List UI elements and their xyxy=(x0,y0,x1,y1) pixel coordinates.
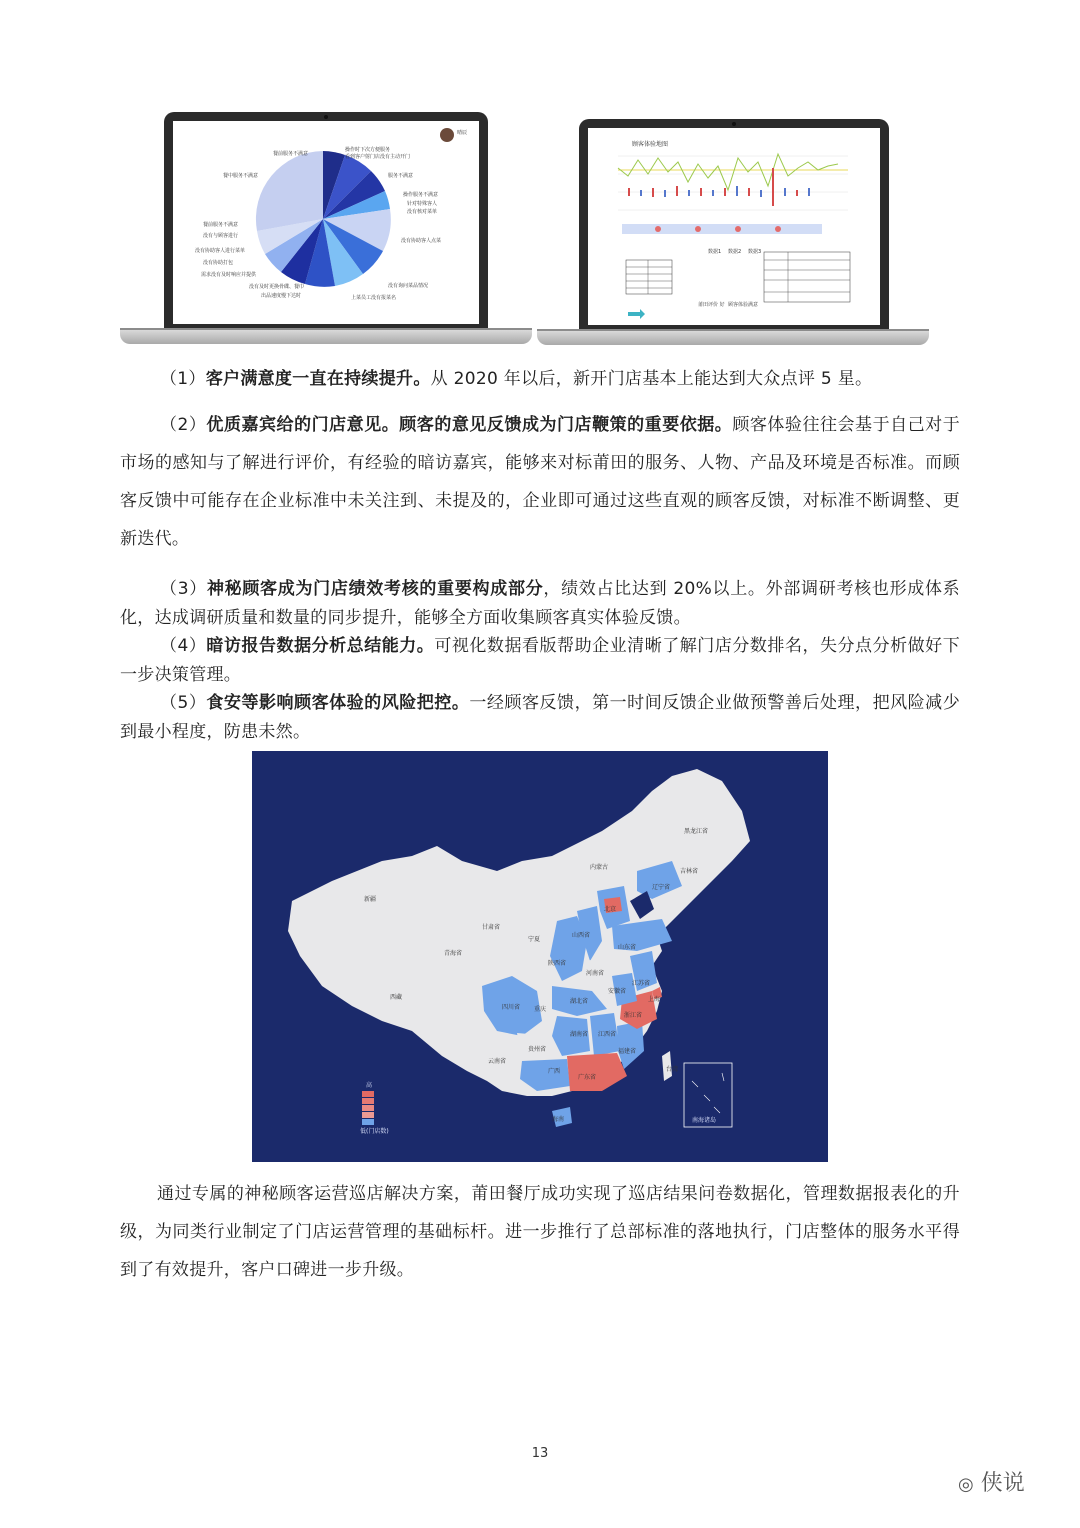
legend-low: 低(门店数) xyxy=(360,1128,389,1135)
province-guangdong xyxy=(567,1053,627,1091)
experience-map-chart xyxy=(588,128,880,325)
map-label: 宁夏 xyxy=(528,936,541,943)
legend-high: 高 xyxy=(366,1082,373,1089)
map-label: 山东省 xyxy=(618,944,637,951)
map-label: 陕西省 xyxy=(548,960,567,967)
map-landmass xyxy=(288,769,750,1096)
laptop-right xyxy=(537,119,929,346)
pie-label: 出品速度慢下达时 xyxy=(261,293,302,299)
pie-label: 没有询问菜品情况 xyxy=(388,283,429,289)
paragraph-4: （4）暗访报告数据分析总结能力。可视化数据看版帮助企业清晰了解门店分数排名，失分点分析做好下一步决策管理。 xyxy=(120,636,961,685)
map-label: 贵州省 xyxy=(528,1046,547,1053)
map-label: 上海 xyxy=(648,996,661,1003)
map-label: 河南省 xyxy=(586,970,605,977)
paragraph-6: 通过专属的神秘顾客运营巡店解决方案，莆田餐厅成功实现了巡店结果问卷数据化，管理数据报表化的升级，为同类行业制定了门店运营管理的基础标杆。进一步推行了总部标准的落地执行，门店整体的服务水平得到了有效提升，客户口碑进一步升级。 xyxy=(120,1184,960,1280)
map-label: 重庆 xyxy=(534,1006,547,1013)
data-table-right xyxy=(764,252,850,302)
laptop-left xyxy=(120,112,532,346)
data-table-left xyxy=(626,260,672,294)
map-label: 山西省 xyxy=(572,932,591,939)
dashboard-footer: 莆田评价 好 xyxy=(698,302,725,308)
pie-label: 操作服务不满意 xyxy=(403,192,439,198)
avatar-icon xyxy=(440,128,454,142)
laptop-base xyxy=(120,328,532,344)
map-label: 南海诸岛 xyxy=(692,1117,717,1124)
dashboard-footer: 顾客体验满意 xyxy=(728,302,759,308)
watermark-text: 侠说 xyxy=(980,1471,1025,1496)
map-label: 安徽省 xyxy=(608,988,627,995)
map-label: 江苏省 xyxy=(632,980,651,987)
legend-swatch xyxy=(362,1098,374,1104)
map-label: 广西 xyxy=(548,1068,561,1075)
pie-label: 服务不满意 xyxy=(388,173,414,179)
map-label: 湖南省 xyxy=(570,1031,589,1038)
legend-item: 数据2 xyxy=(728,249,742,255)
wechat-icon: ◎ xyxy=(958,1474,974,1495)
pie-label: 没有及时更换骨碟、餐巾 xyxy=(249,284,305,290)
pie-label: 餐前服务不满意 xyxy=(203,222,239,228)
legend-swatch xyxy=(362,1119,374,1125)
paragraph-1: （1）客户满意度一直在持续提升。从 2020 年以后，新开门店基本上能达到大众点评 5 星。 xyxy=(160,369,873,389)
pie-chart xyxy=(173,121,479,324)
paragraph-3: （3）神秘顾客成为门店绩效考核的重要构成部分，绩效占比达到 20%以上。外部调研考核也形成体系化，达成调研质量和数量的同步提升，能够全方面收集顾客真实体验反馈。 xyxy=(120,579,960,628)
laptop-base xyxy=(537,329,929,345)
watermark xyxy=(958,1466,1025,1497)
map-label: 甘肃省 xyxy=(482,924,501,931)
pie-slice xyxy=(256,151,323,231)
pie-label: 看到客户射门店没有主动开门 xyxy=(345,154,411,160)
legend-swatch xyxy=(362,1091,374,1097)
map-label: 江西省 xyxy=(598,1031,617,1038)
map-label: 海南 xyxy=(552,1116,565,1123)
chart-title: 顾客体验地图 xyxy=(632,141,669,148)
pie-label: 操作时下次方便服务 xyxy=(345,147,391,153)
pie-label: 针对特殊客人 xyxy=(407,201,438,207)
pie-label: 没有与顾客进行 xyxy=(203,233,239,239)
map-label: 辽宁省 xyxy=(652,884,671,891)
dashboard-screen xyxy=(588,128,880,325)
pie-chart-screen xyxy=(173,121,479,324)
map-label: 云南省 xyxy=(488,1058,507,1065)
pie-label: 餐前服务不满意 xyxy=(273,151,309,157)
paragraph-5: （5）食安等影响顾客体验的风险把控。一经顾客反馈，第一时间反馈企业做预警善后处理，把风险减少到最小程度，防患未然。 xyxy=(120,693,961,742)
bar-group xyxy=(628,168,810,206)
pie-label: 没有核对菜单 xyxy=(407,209,438,215)
legend-swatch xyxy=(362,1112,374,1118)
map-label: 四川省 xyxy=(502,1004,521,1011)
arrow-icon xyxy=(628,309,645,319)
legend-swatch xyxy=(362,1105,374,1111)
map-label: 北京 xyxy=(604,906,617,913)
map-label: 广东省 xyxy=(578,1074,597,1081)
pie-label: 没有协助客人点菜 xyxy=(401,238,442,244)
paragraph-2: （2）优质嘉宾给的门店意见。顾客的意见反馈成为门店鞭策的重要依据。顾客体验往往会基于自己对于市场的感知与了解进行评价，有经验的暗访嘉宾，能够来对标莆田的服务、人物、产品及环境是否标准。而顾客反馈中可能存在企业标准中未关注到、未提及的，企业即可通过这些直观的顾客反馈，对标准不断调整、更新迭代。 xyxy=(120,415,961,549)
page-number: 13 xyxy=(531,1446,549,1461)
map-label: 湖北省 xyxy=(570,998,589,1005)
pie-label: 上菜员工没有报菜名 xyxy=(351,295,397,301)
user-name: 晴辰 xyxy=(457,130,468,136)
stripe-band xyxy=(622,224,822,234)
china-map-svg xyxy=(252,751,828,1162)
legend-item: 数据1 xyxy=(708,249,722,255)
map-label: 青海省 xyxy=(444,950,463,957)
legend-item: 数据3 xyxy=(748,249,762,255)
pie-label: 餐中服务不满意 xyxy=(223,173,259,179)
map-label: 内蒙古 xyxy=(590,864,609,871)
map-label: 新疆 xyxy=(364,896,377,903)
china-store-map xyxy=(252,751,828,1162)
pie-label: 没有协助客人进行菜单 xyxy=(195,248,246,254)
map-label: 浙江省 xyxy=(624,1012,643,1019)
map-label: 台湾 xyxy=(666,1066,679,1073)
map-label: 吉林省 xyxy=(680,868,699,875)
pie-label: 需求没有及时响应并提供 xyxy=(201,272,257,278)
map-label: 黑龙江省 xyxy=(684,828,709,835)
map-label: 西藏 xyxy=(390,994,403,1001)
pie-label: 没有协助打包 xyxy=(203,260,234,266)
map-label: 福建省 xyxy=(618,1048,637,1055)
